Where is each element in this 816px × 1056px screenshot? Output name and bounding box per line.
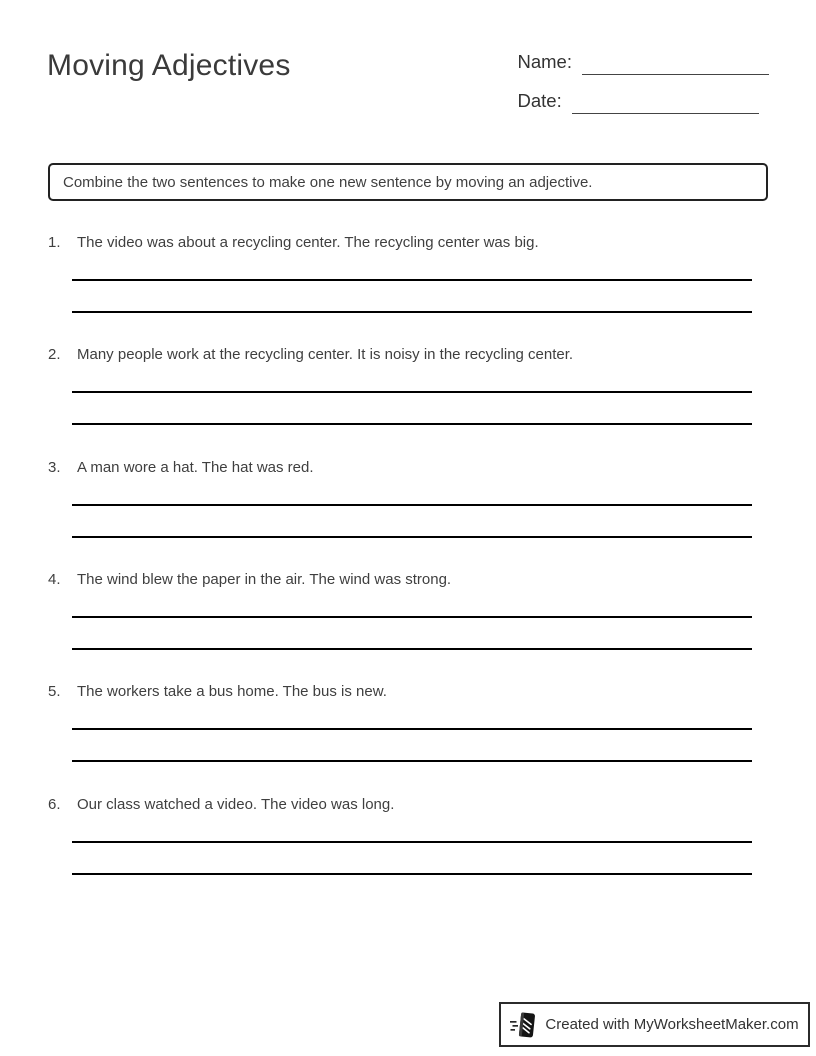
date-row xyxy=(518,90,770,114)
answer-line xyxy=(72,728,752,730)
answer-line xyxy=(72,841,752,843)
question-5 xyxy=(48,682,768,794)
question-number: 4. xyxy=(48,571,61,588)
question-sentences: A man wore a hat. The hat was red. xyxy=(77,459,314,476)
question-sentences: Many people work at the recycling center. It is noisy in the recycling center. xyxy=(77,346,574,363)
question-1 xyxy=(48,233,768,345)
question-3 xyxy=(48,458,768,570)
answer-line xyxy=(72,760,752,762)
question-number: 2. xyxy=(48,346,61,363)
name-label: Name: xyxy=(517,51,572,72)
date-label: Date: xyxy=(517,90,562,111)
answer-line xyxy=(72,391,752,393)
question-text-row xyxy=(48,458,768,478)
name-row xyxy=(518,51,770,75)
question-4 xyxy=(48,570,768,682)
question-text-row xyxy=(48,795,768,815)
question-text-row xyxy=(48,345,768,365)
answer-line xyxy=(72,648,752,650)
question-sentences: Our class watched a video. The video was long. xyxy=(77,796,395,813)
answer-line xyxy=(72,423,752,425)
instructions-text: Combine the two sentences to make one new sentence by moving an adjective. xyxy=(63,173,593,191)
question-number: 5. xyxy=(48,683,61,700)
question-sentences: The workers take a bus home. The bus is new. xyxy=(77,683,387,700)
question-number: 3. xyxy=(48,459,61,476)
name-blank-line xyxy=(582,53,769,75)
answer-line xyxy=(72,279,752,281)
question-2 xyxy=(48,345,768,457)
instructions-box xyxy=(48,163,768,201)
flying-worksheet-icon xyxy=(510,1010,537,1040)
credit-badge[interactable] xyxy=(499,1002,810,1047)
answer-line xyxy=(72,536,752,538)
question-sentences: The video was about a recycling center. The recycling center was big. xyxy=(77,234,539,251)
page-title: Moving Adjectives xyxy=(47,49,291,82)
credit-text: Created with MyWorksheetMaker.com xyxy=(545,1016,799,1033)
answer-line xyxy=(72,311,752,313)
question-number: 1. xyxy=(48,234,61,251)
answer-line xyxy=(72,616,752,618)
name-date-block xyxy=(518,51,770,129)
question-text-row xyxy=(48,682,768,702)
question-text-row xyxy=(48,233,768,253)
question-sentences: The wind blew the paper in the air. The wind was strong. xyxy=(77,571,452,588)
question-number: 6. xyxy=(48,796,61,813)
date-blank-line xyxy=(572,92,759,114)
answer-line xyxy=(72,504,752,506)
question-6 xyxy=(48,795,768,907)
answer-line xyxy=(72,873,752,875)
question-text-row xyxy=(48,570,768,590)
